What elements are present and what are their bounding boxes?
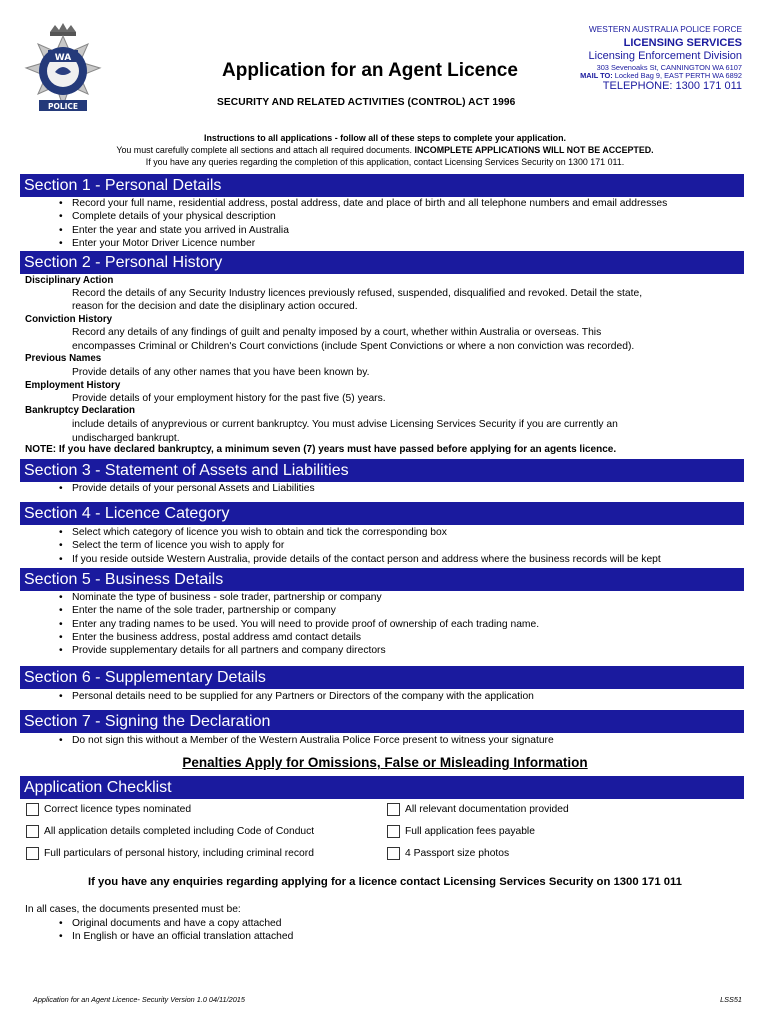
instructions-line — [0, 145, 770, 155]
checklist-item[interactable] — [387, 825, 535, 838]
list-item: • Enter your Motor Driver Licence number — [56, 237, 667, 250]
section-6-list — [56, 690, 534, 703]
checklist-item[interactable] — [26, 825, 314, 838]
checklist-item[interactable] — [26, 803, 191, 816]
checklist-label: All relevant documentation provided — [405, 804, 569, 815]
checkbox[interactable] — [387, 847, 400, 860]
bankruptcy-text: undischarged bankrupt. — [72, 433, 180, 444]
list-item: • Provide details of your personal Assets and Liabilities — [56, 482, 315, 495]
licensing-services: LICENSING SERVICES — [623, 37, 742, 49]
checklist-label: Full particulars of personal history, including criminal record — [44, 848, 314, 859]
disciplinary-heading: Disciplinary Action — [25, 275, 114, 286]
penalties-warning: Penalties Apply for Omissions, False or Misleading Information — [182, 755, 588, 770]
list-item: • Record your full name, residential address, postal address, date and place of birth and all telephone numbers and email addresses — [56, 197, 667, 210]
list-item: • Original documents and have a copy attached — [56, 917, 293, 930]
instructions-text: You must carefully complete all sections and attach all required documents. — [116, 145, 415, 155]
list-item: • Do not sign this without a Member of the Western Australia Police Force present to witness your signature — [56, 734, 554, 747]
section-6-header: Section 6 - Supplementary Details — [20, 666, 744, 689]
incomplete-warning: INCOMPLETE APPLICATIONS WILL NOT BE ACCEPTED. — [414, 145, 654, 155]
section-3-header: Section 3 - Statement of Assets and Liabilities — [20, 459, 744, 482]
list-item: • Nominate the type of business - sole trader, partnership or company — [56, 591, 539, 604]
street-address: 303 Sevenoaks St, CANNINGTON WA 6107 — [596, 63, 742, 72]
checkbox[interactable] — [26, 847, 39, 860]
conviction-text: encompasses Criminal or Children's Court convictions (include Spent Convictions or where a non conviction was recorded). — [72, 341, 635, 352]
list-item: • Complete details of your physical description — [56, 210, 667, 223]
section-7-header: Section 7 - Signing the Declaration — [20, 710, 744, 733]
previous-names-text: Provide details of any other names that you have been known by. — [72, 367, 370, 378]
employment-heading: Employment History — [25, 380, 121, 391]
list-item: • Provide supplementary details for all partners and company directors — [56, 644, 539, 657]
org-name: WESTERN AUSTRALIA POLICE FORCE — [588, 24, 742, 34]
employment-text: Provide details of your employment history for the past five (5) years. — [72, 393, 386, 404]
list-item: • Personal details need to be supplied for any Partners or Directors of the company with the application — [56, 690, 534, 703]
badge-label-top: WA — [54, 53, 72, 63]
mail-address-text: Locked Bag 9, EAST PERTH WA 6892 — [614, 71, 742, 80]
section-4-list — [56, 526, 661, 566]
checklist-label: Full application fees payable — [405, 826, 535, 837]
list-item: • Select the term of licence you wish to apply for — [56, 539, 661, 552]
footer-form-code: LSS51 — [720, 995, 742, 1004]
enquiry-text: If you have any enquiries regarding applying for a licence contact Licensing Services Security on 1300 171 011 — [88, 876, 682, 888]
checklist-label: Correct licence types nominated — [44, 804, 192, 815]
list-item: • Select which category of licence you wish to obtain and tick the corresponding box — [56, 526, 661, 539]
act-subtitle: SECURITY AND RELATED ACTIVITIES (CONTROL) ACT 1996 — [217, 97, 516, 108]
page-title: Application for an Agent Licence — [222, 60, 518, 81]
checkbox[interactable] — [26, 825, 39, 838]
checklist-item[interactable] — [387, 803, 569, 816]
section-3-list — [56, 482, 315, 495]
section-7-list — [56, 734, 554, 747]
wa-police-badge — [22, 22, 104, 122]
list-item: • Enter any trading names to be used. You will need to provide proof of ownership of each trading name. — [56, 618, 539, 631]
checklist-label: All application details completed including Code of Conduct — [44, 826, 315, 837]
conviction-heading: Conviction History — [25, 314, 113, 325]
mail-address — [580, 71, 742, 80]
previous-names-heading: Previous Names — [25, 353, 102, 364]
section-2-header: Section 2 - Personal History — [20, 251, 744, 274]
checklist-header: Application Checklist — [20, 776, 744, 799]
mail-label: MAIL TO: — [580, 71, 613, 80]
list-item: • If you reside outside Western Australia, provide details of the contact person and address where the business records will be kept — [56, 553, 661, 566]
section-5-list — [56, 591, 539, 657]
instructions-heading: Instructions to all applications - follow all of these steps to complete your application. — [204, 133, 566, 143]
bankruptcy-text: include details of anyprevious or current bankruptcy. You must advise Licensing Services Security if you are currently an — [72, 419, 618, 430]
list-item: • In English or have an official translation attached — [56, 930, 293, 943]
list-item: • Enter the business address, postal address amd contact details — [56, 631, 539, 644]
bankruptcy-note: NOTE: If you have declared bankruptcy, a minimum seven (7) years must have passed before applying for an agents licence. — [25, 444, 617, 455]
cases-list — [56, 917, 293, 944]
division-name: Licensing Enforcement Division — [588, 50, 742, 62]
section-5-header: Section 5 - Business Details — [20, 568, 744, 591]
section-1-list — [56, 197, 667, 250]
disciplinary-text: Record the details of any Security Industry licences previously refused, suspended, disqualified and revoked. Detail the state, — [72, 288, 643, 299]
checklist-label: 4 Passport size photos — [405, 848, 510, 859]
section-4-header: Section 4 - Licence Category — [20, 502, 744, 525]
instructions-queries: If you have any queries regarding the completion of this application, contact Licensing Services Security on 1300 171 011. — [145, 157, 625, 167]
checkbox[interactable] — [387, 803, 400, 816]
footer-version: Application for an Agent Licence- Security Version 1.0 04/11/2015 — [33, 995, 245, 1004]
list-item: • Enter the name of the sole trader, partnership or company — [56, 604, 539, 617]
list-item: • Enter the year and state you arrived in Australia — [56, 224, 667, 237]
telephone: TELEPHONE: 1300 171 011 — [602, 80, 742, 92]
cases-intro: In all cases, the documents presented must be: — [25, 904, 241, 915]
checkbox[interactable] — [387, 825, 400, 838]
disciplinary-text: reason for the decision and date the disiplinary action occured. — [72, 301, 358, 312]
checkbox[interactable] — [26, 803, 39, 816]
bankruptcy-heading: Bankruptcy Declaration — [25, 405, 135, 416]
badge-label-bottom: POLICE — [47, 102, 79, 111]
section-1-header: Section 1 - Personal Details — [20, 174, 744, 197]
checklist-item[interactable] — [26, 847, 314, 860]
checklist-item[interactable] — [387, 847, 509, 860]
conviction-text: Record any details of any findings of guilt and penalty imposed by a court, whether within Australia or overseas. This — [72, 327, 602, 338]
